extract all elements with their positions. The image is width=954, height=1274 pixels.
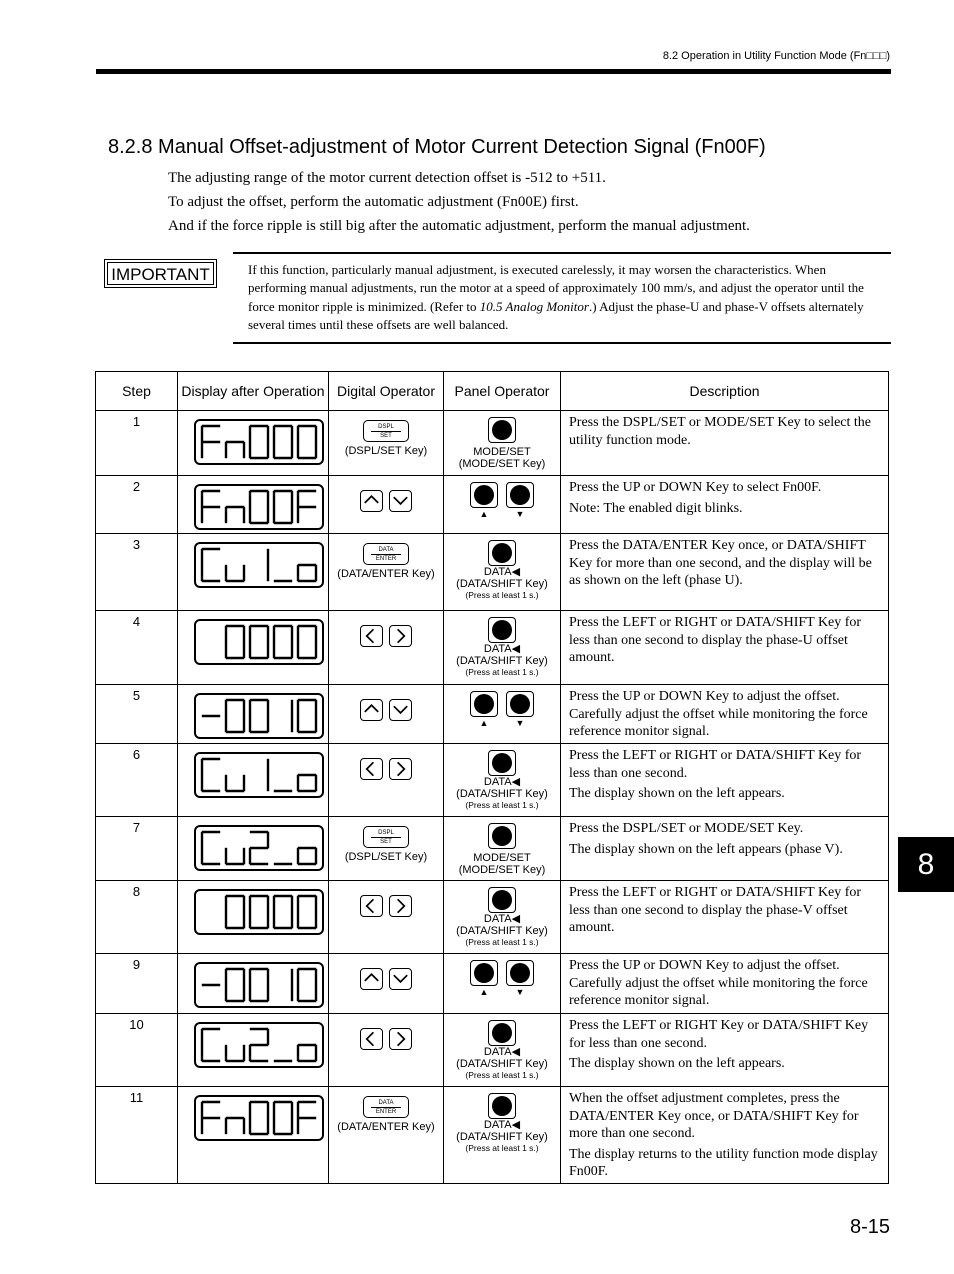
press-note: (Press at least 1 s.) — [465, 667, 539, 677]
up-button-icon — [470, 482, 498, 508]
left-key-icon — [360, 625, 383, 647]
panel-operator-cell — [444, 611, 561, 685]
dspl-set-key-label: (DSPL/SET Key) — [344, 851, 428, 863]
display-cell — [178, 476, 329, 534]
page-number: 8-15 — [849, 1216, 890, 1238]
table-row — [96, 881, 889, 954]
press-note: (Press at least 1 s.) — [465, 937, 539, 947]
panel-operator-cell — [444, 476, 561, 534]
header-step: Step — [96, 372, 178, 411]
right-key-icon — [389, 758, 412, 780]
description-cell — [561, 476, 889, 534]
table-row — [96, 1014, 889, 1087]
table-row — [96, 817, 889, 881]
up-button-icon — [470, 960, 498, 986]
description-paragraph: Press the LEFT or RIGHT Key or DATA/SHIFT Key for less than one second. — [569, 1018, 869, 1051]
display-cell — [178, 534, 329, 611]
intro-line-2: To adjust the offset, perform the automatic adjustment (Fn00E) first. — [168, 194, 579, 210]
data-label: DATA — [483, 643, 512, 655]
lcd-display — [194, 693, 324, 739]
procedure-table — [95, 371, 889, 1184]
down-button-icon — [506, 691, 534, 717]
mode-set-button-icon — [488, 417, 516, 443]
panel-operator-cell — [444, 881, 561, 954]
panel-operator-cell — [444, 685, 561, 744]
data-shift-key-label: (DATA/SHIFT Key) — [456, 655, 548, 667]
important-bottom-rule — [233, 342, 891, 344]
up-triangle-icon: ▲ — [479, 509, 489, 519]
digital-operator-cell — [329, 611, 444, 685]
left-triangle-icon: ◀ — [511, 643, 521, 655]
display-cell — [178, 1014, 329, 1087]
description-paragraph: The display shown on the left appears. — [569, 1056, 785, 1071]
panel-operator-cell — [444, 1014, 561, 1087]
lcd-display — [194, 542, 324, 588]
digital-operator-cell — [329, 534, 444, 611]
important-reference: 10.5 Analog Monitor — [479, 298, 589, 314]
up-key-icon — [360, 699, 383, 721]
important-text: If this function, particularly manual adjustment, is executed carelessly, it may worsen the characteristics. When performing manual adjustments, run the motor at a speed of approximately 100 mm/s, and adjust the operator until the force monitor ripple is minimized. (Refer to 10.5 Analog Monitor.) Adjust the phase-U and phase-V offsets alternately several times until these offsets are well balanced. — [248, 262, 864, 332]
lcd-display — [194, 484, 324, 530]
display-cell — [178, 611, 329, 685]
lcd-display — [194, 752, 324, 798]
down-triangle-icon: ▼ — [515, 987, 525, 997]
data-shift-key-label: (DATA/SHIFT Key) — [456, 925, 548, 937]
lcd-display — [194, 1095, 324, 1141]
description-paragraph: Press the UP or DOWN Key to adjust the offset. Carefully adjust the offset while monitoring the force reference monitor signal. — [569, 689, 868, 739]
press-note: (Press at least 1 s.) — [465, 1070, 539, 1080]
panel-operator-cell — [444, 411, 561, 476]
dspl-set-key-icon: DSPL SET — [363, 420, 409, 442]
down-triangle-icon: ▼ — [515, 509, 525, 519]
description-cell — [561, 685, 889, 744]
display-cell — [178, 411, 329, 476]
data-enter-key-icon: DATA ENTER — [363, 1096, 409, 1118]
digital-operator-cell — [329, 881, 444, 954]
data-shift-key-label: (DATA/SHIFT Key) — [456, 1131, 548, 1143]
data-label: DATA — [483, 566, 512, 578]
description-cell — [561, 881, 889, 954]
intro-line-3: And if the force ripple is still big after the automatic adjustment, perform the manual adjustment. — [168, 218, 750, 234]
data-enter-key-label: (DATA/ENTER Key) — [337, 568, 435, 580]
dspl-set-key-icon: DSPL SET — [363, 826, 409, 848]
running-header: 8.2 Operation in Utility Function Mode (Fn□□□) — [662, 50, 890, 62]
left-triangle-icon: ◀ — [511, 566, 521, 578]
down-key-icon — [389, 699, 412, 721]
up-key-icon — [360, 490, 383, 512]
data-shift-button-icon — [488, 1093, 516, 1119]
description-paragraph: Press the LEFT or RIGHT or DATA/SHIFT Key for less than one second to display the phase-V offset amount. — [569, 885, 862, 935]
data-label: DATA — [483, 776, 512, 788]
description-paragraph: Press the LEFT or RIGHT or DATA/SHIFT Key for less than one second to display the phase-U offset amount. — [569, 615, 862, 665]
description-cell — [561, 954, 889, 1014]
panel-operator-cell — [444, 817, 561, 881]
display-cell — [178, 744, 329, 817]
right-key-icon — [389, 1028, 412, 1050]
table-row — [96, 611, 889, 685]
description-paragraph: Press the DATA/ENTER Key once, or DATA/SHIFT Key for more than one second, and the display will be as shown on the left (phase U). — [569, 538, 872, 588]
step-number: 5 — [96, 685, 178, 744]
description-cell — [561, 534, 889, 611]
data-shift-button-icon — [488, 1020, 516, 1046]
data-label: DATA — [483, 1046, 512, 1058]
data-shift-button-icon — [488, 617, 516, 643]
step-number: 11 — [96, 1087, 178, 1184]
digital-operator-cell — [329, 1087, 444, 1184]
right-key-icon — [389, 895, 412, 917]
press-note: (Press at least 1 s.) — [465, 1143, 539, 1153]
data-enter-key-label: (DATA/ENTER Key) — [337, 1121, 435, 1133]
table-header-row — [96, 372, 889, 411]
mode-set-key-label: (MODE/SET Key) — [458, 864, 546, 876]
display-cell — [178, 685, 329, 744]
description-paragraph: Press the UP or DOWN Key to adjust the offset. Carefully adjust the offset while monitoring the force reference monitor signal. — [569, 958, 868, 1008]
table-row — [96, 954, 889, 1014]
mode-set-label: MODE/SET — [473, 446, 531, 458]
up-triangle-icon: ▲ — [479, 718, 489, 728]
digital-operator-cell — [329, 411, 444, 476]
step-number: 3 — [96, 534, 178, 611]
chapter-tab: 8 — [898, 837, 954, 892]
lcd-display — [194, 619, 324, 665]
description-paragraph: Note: The enabled digit blinks. — [569, 500, 743, 516]
digital-operator-cell — [329, 954, 444, 1014]
step-number: 7 — [96, 817, 178, 881]
table-row — [96, 411, 889, 476]
data-shift-key-label: (DATA/SHIFT Key) — [456, 578, 548, 590]
description-paragraph: Press the DSPL/SET or MODE/SET Key. — [569, 821, 804, 836]
lcd-display — [194, 889, 324, 935]
display-cell — [178, 1087, 329, 1184]
display-cell — [178, 881, 329, 954]
header-digital-operator: Digital Operator — [329, 372, 444, 411]
description-cell — [561, 744, 889, 817]
header-rule — [96, 69, 891, 74]
left-triangle-icon: ◀ — [511, 913, 521, 925]
description-paragraph: Press the UP or DOWN Key to select Fn00F. — [569, 480, 822, 495]
data-shift-button-icon — [488, 540, 516, 566]
panel-operator-cell — [444, 534, 561, 611]
mode-set-button-icon — [488, 823, 516, 849]
lcd-display — [194, 419, 324, 465]
press-note: (Press at least 1 s.) — [465, 590, 539, 600]
digital-operator-cell — [329, 1014, 444, 1087]
description-cell — [561, 411, 889, 476]
important-top-rule — [233, 252, 891, 254]
panel-operator-cell — [444, 954, 561, 1014]
description-cell — [561, 611, 889, 685]
data-label: DATA — [483, 1119, 512, 1131]
digital-operator-cell — [329, 744, 444, 817]
left-triangle-icon: ◀ — [511, 1046, 521, 1058]
data-enter-key-icon: DATA ENTER — [363, 543, 409, 565]
panel-operator-cell — [444, 744, 561, 817]
description-cell — [561, 817, 889, 881]
description-paragraph: The display returns to the utility function mode display Fn00F. — [569, 1146, 878, 1179]
data-shift-button-icon — [488, 887, 516, 913]
down-key-icon — [389, 968, 412, 990]
step-number: 1 — [96, 411, 178, 476]
down-triangle-icon: ▼ — [515, 718, 525, 728]
down-button-icon — [506, 960, 534, 986]
important-label: IMPORTANT — [104, 259, 217, 288]
left-key-icon — [360, 758, 383, 780]
left-triangle-icon: ◀ — [511, 776, 521, 788]
mode-set-key-label: (MODE/SET Key) — [458, 458, 546, 470]
data-shift-key-label: (DATA/SHIFT Key) — [456, 1058, 548, 1070]
display-cell — [178, 817, 329, 881]
section-title: 8.2.8 Manual Offset-adjustment of Motor Current Detection Signal (Fn00F) — [108, 136, 766, 158]
data-shift-key-label: (DATA/SHIFT Key) — [456, 788, 548, 800]
down-key-icon — [389, 490, 412, 512]
press-note: (Press at least 1 s.) — [465, 800, 539, 810]
step-number: 10 — [96, 1014, 178, 1087]
step-number: 8 — [96, 881, 178, 954]
description-cell — [561, 1014, 889, 1087]
digital-operator-cell — [329, 476, 444, 534]
header-display: Display after Operation — [178, 372, 329, 411]
description-paragraph: Press the DSPL/SET or MODE/SET Key to select the utility function mode. — [569, 415, 872, 448]
lcd-display — [194, 825, 324, 871]
digital-operator-cell — [329, 817, 444, 881]
data-label: DATA — [483, 913, 512, 925]
right-key-icon — [389, 625, 412, 647]
description-paragraph: When the offset adjustment completes, press the DATA/ENTER Key once, or DATA/SHIFT Key for more than one second. — [569, 1091, 859, 1141]
mode-set-label: MODE/SET — [473, 852, 531, 864]
table-row — [96, 1087, 889, 1184]
left-key-icon — [360, 1028, 383, 1050]
header-description: Description — [561, 372, 889, 411]
lcd-display — [194, 962, 324, 1008]
up-key-icon — [360, 968, 383, 990]
table-row — [96, 534, 889, 611]
up-button-icon — [470, 691, 498, 717]
step-number: 9 — [96, 954, 178, 1014]
description-paragraph: The display shown on the left appears. — [569, 786, 785, 801]
data-shift-button-icon — [488, 750, 516, 776]
dspl-set-key-label: (DSPL/SET Key) — [344, 445, 428, 457]
lcd-display — [194, 1022, 324, 1068]
description-paragraph: Press the LEFT or RIGHT or DATA/SHIFT Key for less than one second. — [569, 748, 862, 781]
description-cell — [561, 1087, 889, 1184]
up-triangle-icon: ▲ — [479, 987, 489, 997]
intro-line-1: The adjusting range of the motor current detection offset is -512 to +511. — [168, 170, 606, 186]
panel-operator-cell — [444, 1087, 561, 1184]
header-panel-operator: Panel Operator — [444, 372, 561, 411]
table-row — [96, 476, 889, 534]
display-cell — [178, 954, 329, 1014]
step-number: 2 — [96, 476, 178, 534]
table-row — [96, 744, 889, 817]
step-number: 6 — [96, 744, 178, 817]
description-paragraph: The display shown on the left appears (phase V). — [569, 841, 843, 857]
down-button-icon — [506, 482, 534, 508]
left-key-icon — [360, 895, 383, 917]
table-row — [96, 685, 889, 744]
step-number: 4 — [96, 611, 178, 685]
digital-operator-cell — [329, 685, 444, 744]
left-triangle-icon: ◀ — [511, 1119, 521, 1131]
